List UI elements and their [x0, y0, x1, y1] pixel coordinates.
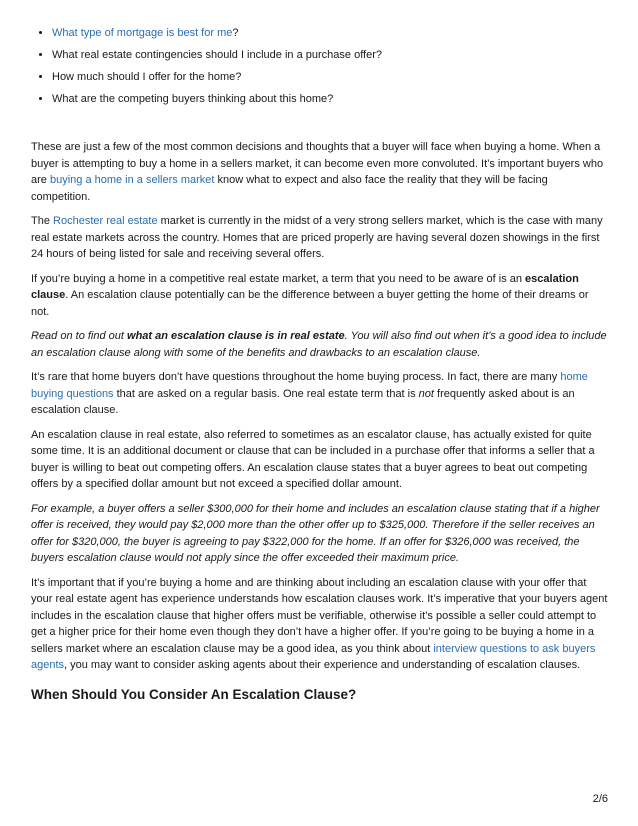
- rochester-real-estate-link[interactable]: Rochester real estate: [53, 215, 158, 227]
- paragraph-example: For example, a buyer offers a seller $300,000 for their home and includes an escalation clause stating that if a higher offer is received, they would pay $2,000 more than the other offer up to $325,000. Therefore if the seller receives an offer for $320,000, the buyer is agreeing to pay $322,000 for the home. If an offer for $326,000 was received, the buyers escalation clause would not apply since the offer exceeded their maximum price.: [31, 502, 600, 564]
- list-item: • What type of mortgage is best for me?: [52, 22, 612, 44]
- home-buying-questions-link[interactable]: home buying questions: [31, 371, 588, 400]
- paragraph: If you’re buying a home in a competitive real estate market, a term that you need to be aware of is an escalation clause. An escalation clause potentially can be the difference between a buyer getting the home of their dreams or not.: [31, 272, 589, 318]
- mortgage-link[interactable]: What type of mortgage is best for me: [52, 27, 233, 39]
- question-list: [30, 22, 612, 110]
- article-body: [31, 139, 609, 704]
- bold-term: what an escalation clause is in real estate: [127, 330, 345, 342]
- paragraph: It’s rare that home buyers don’t have questions throughout the home buying process. In fact, there are many home buying questions that are asked on a regular basis. One real estate term that is not frequently asked about is an escalation clause.: [31, 371, 588, 416]
- emphasis: not: [418, 387, 434, 400]
- paragraph: It’s important that if you’re buying a home and are thinking about including an escalation clause with your offer that your real estate agent has experience understands how escalation clauses work. It’s imperative that your buyers agent includes in the escalation clause that higher offers must be verifiable, otherwise it’s possible a seller could attempt to get a higher price for their home even though they don’t have a higher offer. If you’re going to be buying a home in a sellers market where an escalation clause may be a good idea, as you think about interview questions to ask buyers agents, you may want to consider asking agents about their experience and understanding of escalation clauses.: [31, 576, 608, 671]
- list-item: • How much should I offer for the home?: [52, 66, 612, 88]
- interview-questions-link[interactable]: interview questions to ask buyers agents: [31, 642, 596, 671]
- list-item: • What real estate contingencies should I include in a purchase offer?: [52, 44, 612, 66]
- paragraph: These are just a few of the most common decisions and thoughts that a buyer will face when buying a home. When a buyer is attempting to buy a home in a sellers market, it can become even more convoluted. It’s important buyers who are buying a home in a sellers market know what to expect and also face the reality that they will be facing competition.: [31, 141, 604, 203]
- bold-term: escalation clause: [31, 272, 579, 301]
- page-number: 2/6: [592, 793, 608, 805]
- section-heading: When Should You Consider An Escalation Clause?: [31, 686, 357, 702]
- paragraph: An escalation clause in real estate, also referred to sometimes as an escalator clause, has actually existed for quite some time. It is an additional document or clause that can be included in a purchase offer that informs a seller that a buyer is willing to beat out competing offers. An escalation clause states that a buyer agrees to beat out competing offers by a specified dollar amount but not exceed a specified dollar amount.: [31, 428, 595, 490]
- paragraph: The Rochester real estate market is currently in the midst of a very strong sellers market, which is the case with many real estate markets across the country. Homes that are priced properly are having several dozen showings in the first 24 hours of being listed for sale and receiving several offers.: [31, 215, 603, 260]
- sellers-market-link[interactable]: buying a home in a sellers market: [49, 174, 215, 186]
- paragraph-italic: Read on to find out what an escalation clause is in real estate. You will also find out when it’s a good idea to include an escalation clause along with some of the benefits and drawbacks to an escalation clause.: [31, 330, 607, 359]
- list-item: • What are the competing buyers thinking about this home?: [52, 88, 612, 110]
